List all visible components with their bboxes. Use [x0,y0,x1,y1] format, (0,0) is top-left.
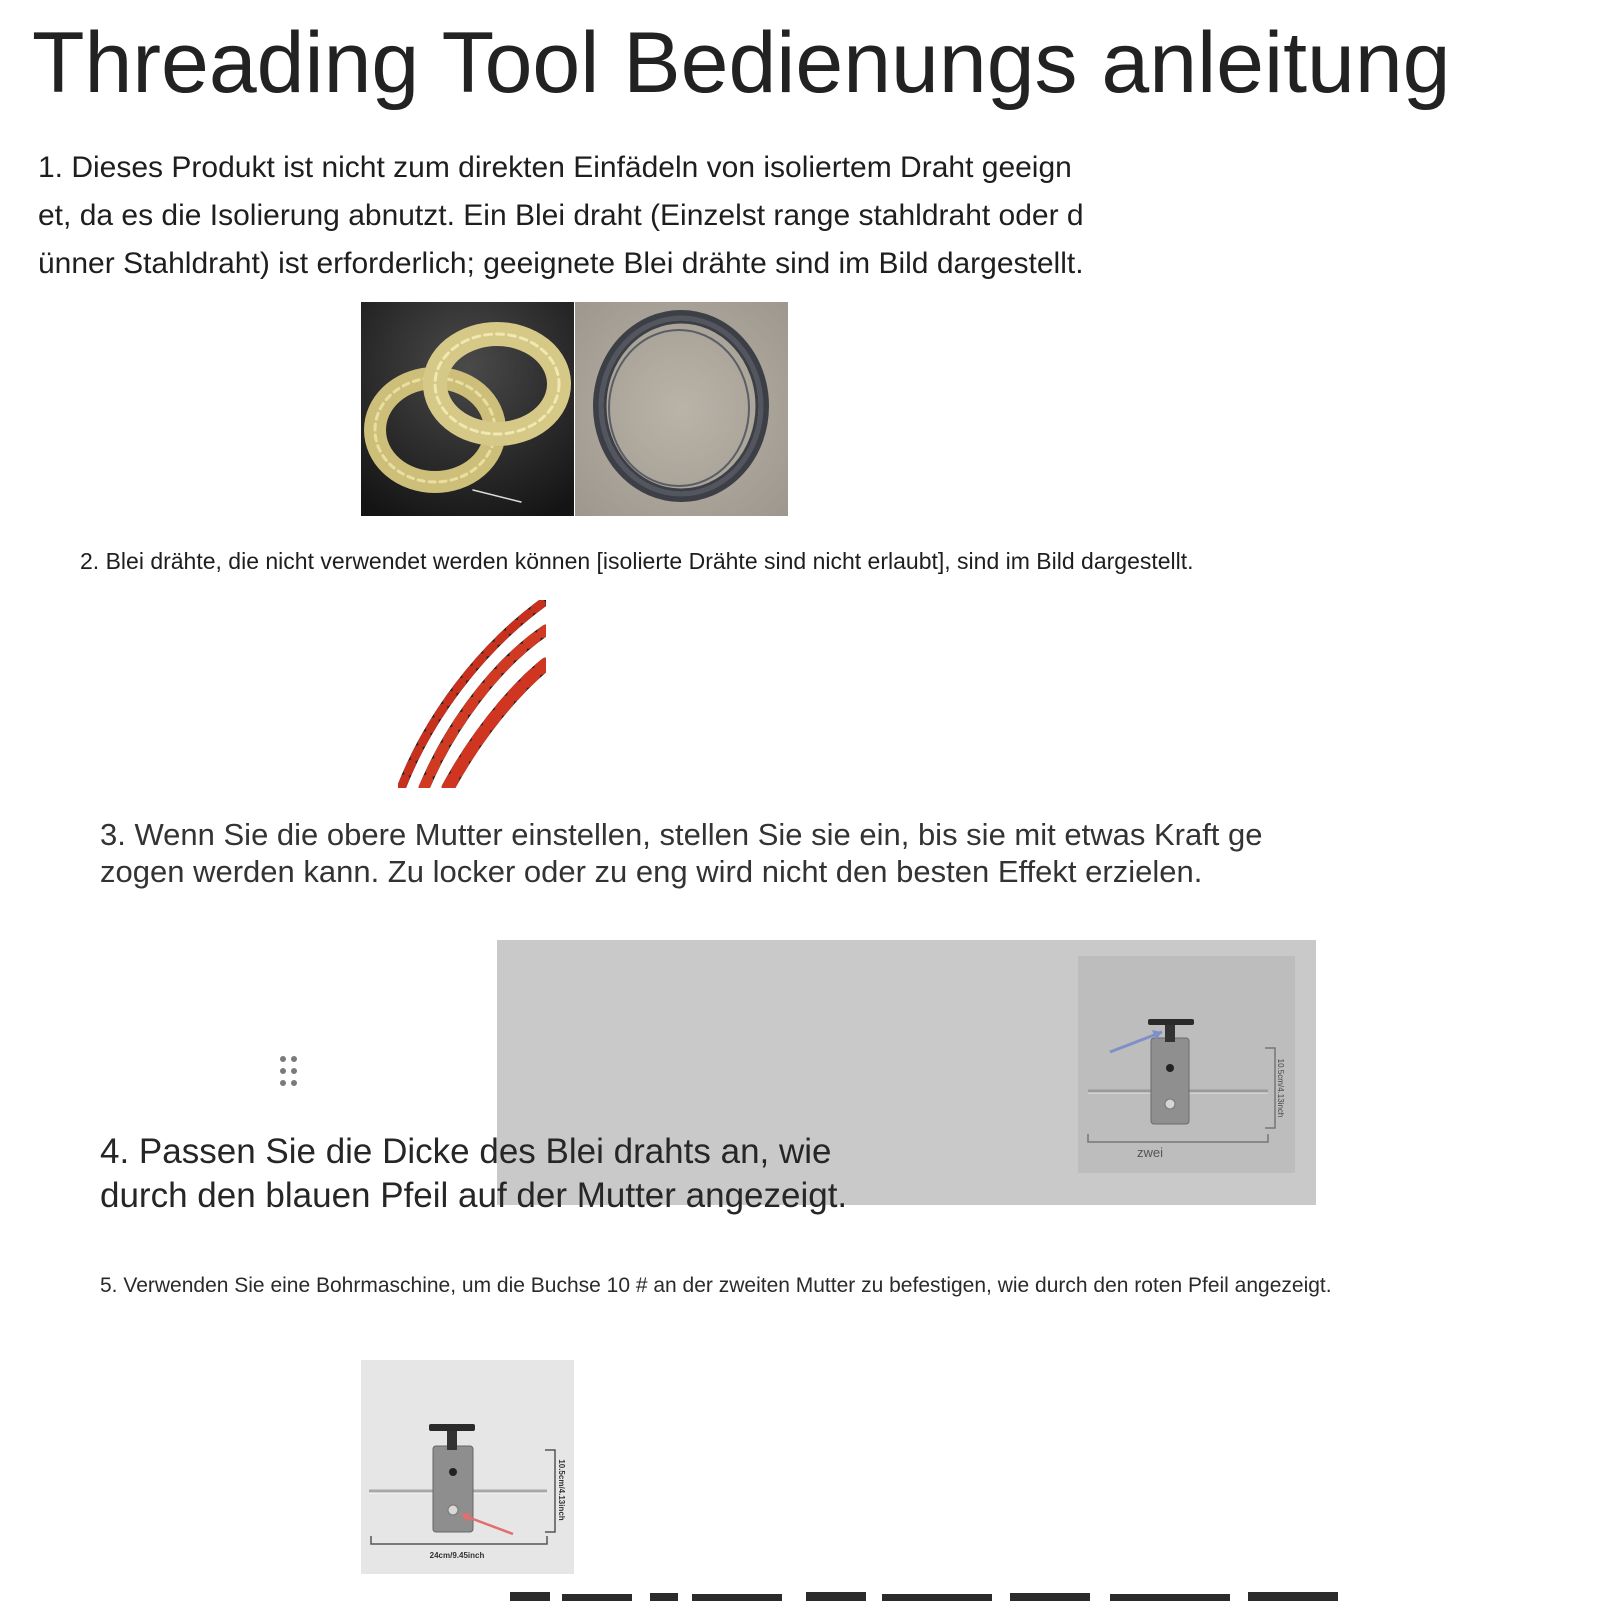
instruction-step-2: 2. Blei drähte, die nicht verwendet werden können [isolierte Drähte sind nicht erlaubt], sind im Bild dargestellt. [80,548,1194,574]
cropped-text-line [510,1590,1360,1601]
instruction-step-4 [100,1130,847,1218]
tool1-width-label: zwei [1136,1145,1164,1160]
step-3-line: 3. Wenn Sie die obere Mutter einstellen, stellen Sie sie ein, bis sie mit etwas Kraft ge [100,817,1263,852]
instruction-step-1 [38,144,1278,288]
tool-diagram-red-arrow [361,1360,574,1574]
tool2-height-label: 10.5cm/4.13inch [557,1459,566,1521]
grid-dots-icon[interactable] [279,1055,299,1089]
step-4-line: 4. Passen Sie die Dicke des Blei drahts an, wie [100,1132,832,1171]
tool-diagram-blue-arrow [1078,956,1295,1173]
step-1-line: 1. Dieses Produkt ist nicht zum direkten Einfädeln von isoliertem Draht geeign [38,151,1072,184]
step-4-line: durch den blauen Pfeil auf der Mutter angezeigt. [100,1176,848,1215]
suitable-lead-wires-image [361,302,788,516]
instruction-step-3 [100,816,1400,890]
instruction-step-5: 5. Verwenden Sie eine Bohrmaschine, um die Buchse 10 # an der zweiten Mutter zu befestigen, wie durch den roten Pfeil angezeigt. [100,1274,1332,1297]
step-1-line: et, da es die Isolierung abnutzt. Ein Blei draht (Einzelst range stahldraht oder d [38,199,1084,232]
forbidden-insulated-wires-image [398,600,546,788]
step-3-line: zogen werden kann. Zu locker oder zu eng wird nicht den besten Effekt erzielen. [100,854,1203,889]
tool1-height-label: 10.5cm/4.13inch [1276,1058,1285,1118]
step-1-line: ünner Stahldraht) ist erforderlich; geeignete Blei drähte sind im Bild dargestellt. [38,247,1084,280]
tool2-width-label: 24cm/9.45inch [429,1551,485,1560]
page-title: Threading Tool Bedienungs anleitung [32,15,1451,111]
